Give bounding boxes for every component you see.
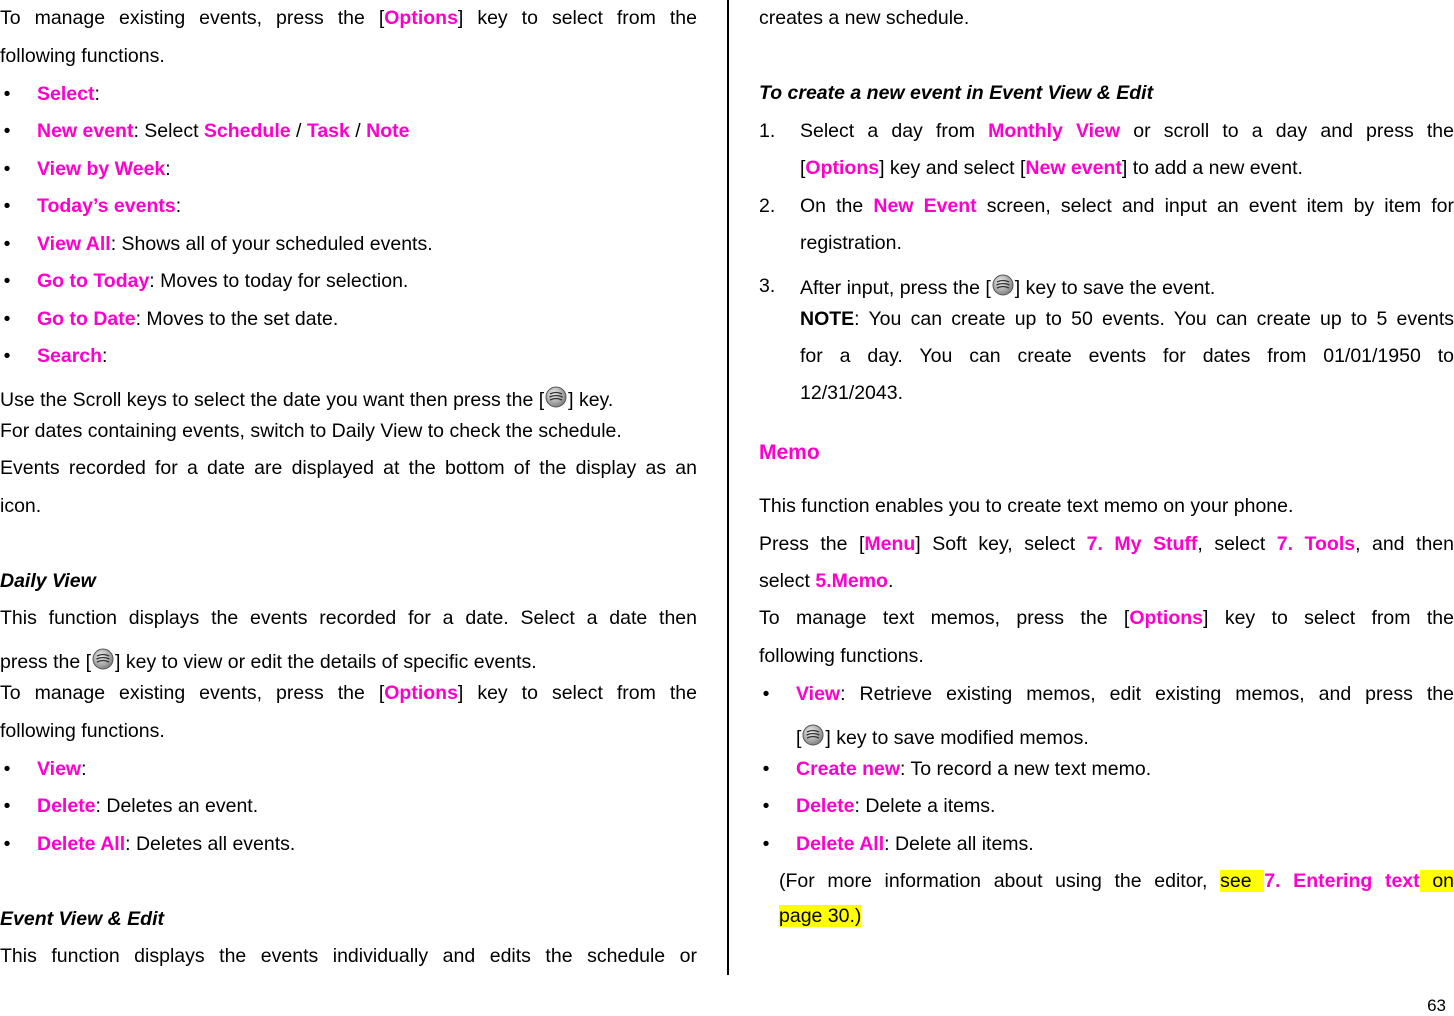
- paragraph-line: For dates containing events, switch to Daily View to check the schedule.: [0, 420, 622, 442]
- list-item: • View by Week:: [3, 158, 171, 180]
- paragraph-line: This function displays the events recorded for a date. Select a date then: [0, 607, 697, 629]
- list-item: • View:: [3, 758, 87, 780]
- center-ok-key-icon: [992, 274, 1014, 296]
- list-item: • View: Retrieve existing memos, edit existing memos, and press the: [762, 683, 1454, 705]
- center-ok-key-icon: [92, 648, 114, 670]
- list-item: • Create new: To record a new text memo.: [762, 758, 1152, 780]
- paragraph-line: following functions.: [759, 645, 924, 667]
- cross-reference-link[interactable]: 7. Entering text: [1264, 870, 1420, 892]
- paragraph-line: select 5.Memo.: [759, 570, 894, 592]
- paragraph-line: This function displays the events individually and edits the schedule or: [0, 945, 697, 967]
- list-item: • View All: Shows all of your scheduled events.: [3, 233, 433, 255]
- section-heading: To create a new event in Event View & Edit: [759, 82, 1154, 104]
- list-item: • Search:: [3, 345, 108, 367]
- list-item: • Go to Date: Moves to the set date.: [3, 308, 339, 330]
- intro-line: To manage existing events, press the [Options] key to select from the: [0, 7, 697, 29]
- section-heading: Event View & Edit: [0, 908, 164, 930]
- paragraph-line: Press the [Menu] Soft key, select 7. My Stuff, select 7. Tools, and then: [759, 533, 1454, 555]
- note-line: for a day. You can create events for dates from 01/01/1950 to: [800, 345, 1454, 367]
- paragraph-line: press the [ ] key to view or edit the details of specific events.: [0, 648, 697, 672]
- cross-reference-line: (For more information about using the editor, see 7. Entering text on: [779, 870, 1454, 892]
- list-item: • Delete: Deletes an event.: [3, 795, 259, 817]
- center-ok-key-icon: [545, 386, 567, 408]
- paragraph-line: To manage text memos, press the [Options] key to select from the: [759, 607, 1454, 629]
- list-item-continued: [ ] key to save modified memos.: [759, 724, 1454, 748]
- numbered-step: 1. Select a day from Monthly View or scroll to a day and press the: [759, 120, 1454, 142]
- numbered-step-continued: [Options] key and select [New event] to add a new event.: [800, 157, 1303, 179]
- paragraph-line: To manage existing events, press the [Options] key to select from the: [0, 682, 697, 704]
- paragraph-line: creates a new schedule.: [759, 7, 970, 29]
- paragraph-line: This function enables you to create text memo on your phone.: [759, 495, 1294, 517]
- numbered-step-continued: registration.: [800, 232, 902, 254]
- center-ok-key-icon: [802, 724, 824, 746]
- section-heading: Daily View: [0, 570, 96, 592]
- numbered-step: 3. After input, press the [ ] key to save the event.: [759, 275, 1216, 299]
- paragraph-line: following functions.: [0, 720, 165, 742]
- numbered-step: 2. On the New Event screen, select and input an event item by item for: [759, 195, 1454, 217]
- list-item: • Delete All: Deletes all events.: [3, 833, 296, 855]
- paragraph-line: icon.: [0, 495, 42, 517]
- cross-reference-line: page 30.): [779, 905, 862, 927]
- paragraph-line: Use the Scroll keys to select the date you want then press the [ ] key.: [0, 386, 697, 410]
- paragraph-line: Events recorded for a date are displayed at the bottom of the display as an: [0, 457, 697, 479]
- list-item: • Go to Today: Moves to today for selection.: [3, 270, 409, 292]
- list-item: • Delete All: Delete all items.: [762, 833, 1034, 855]
- intro-line: following functions.: [0, 45, 165, 67]
- note-line: 12/31/2043.: [800, 382, 904, 404]
- column-divider: [727, 0, 729, 975]
- list-item: • Select:: [3, 83, 100, 105]
- list-item: • Delete: Delete a items.: [762, 795, 996, 817]
- memo-heading: Memo: [759, 441, 820, 464]
- note-line: NOTE: You can create up to 50 events. You can create up to 5 events: [800, 308, 1454, 330]
- page-number: 63: [1427, 996, 1446, 1015]
- list-item: • New event: Select Schedule / Task / Note: [3, 120, 410, 142]
- list-item: • Today’s events:: [3, 195, 182, 217]
